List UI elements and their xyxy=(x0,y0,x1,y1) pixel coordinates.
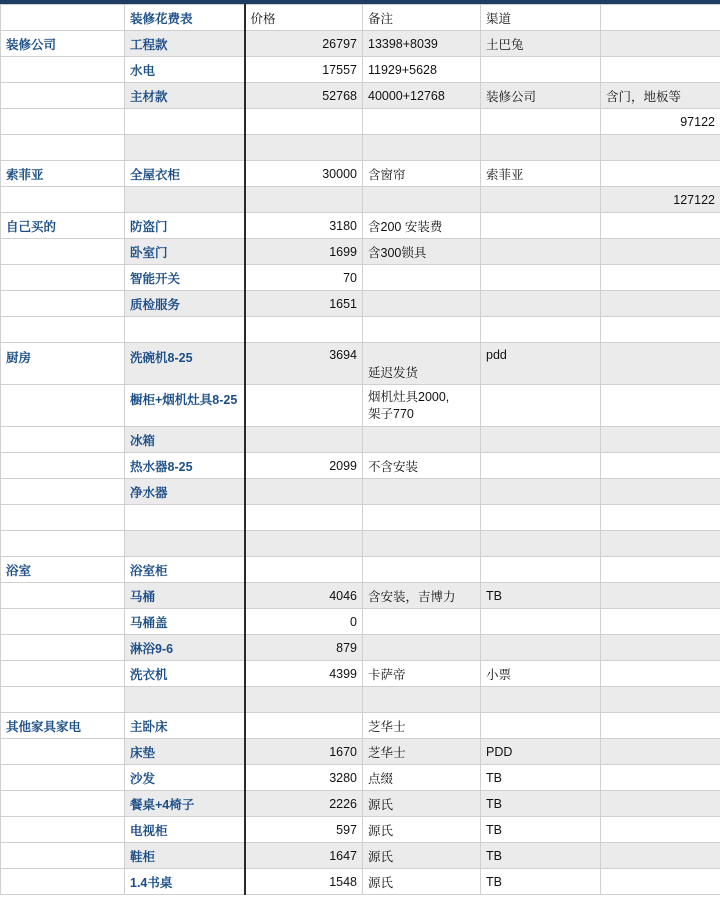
item-cell[interactable]: 沙发 xyxy=(125,765,245,791)
table-row xyxy=(1,265,720,291)
item-cell[interactable]: 净水器 xyxy=(125,479,245,505)
channel-cell[interactable] xyxy=(481,265,601,291)
table-row xyxy=(1,385,720,427)
table-row xyxy=(1,83,720,109)
price-cell[interactable]: 879 xyxy=(245,635,363,661)
channel-cell[interactable] xyxy=(481,385,601,427)
item-cell[interactable] xyxy=(125,531,245,557)
category-cell[interactable] xyxy=(1,109,125,135)
price-cell[interactable] xyxy=(245,479,363,505)
channel-cell[interactable]: TB xyxy=(481,583,601,609)
note-cell[interactable]: 烟机灶具2000, 架子770 xyxy=(363,385,481,427)
note-cell[interactable]: 含300锁具 xyxy=(363,239,481,265)
price-cell[interactable]: 52768 xyxy=(245,83,363,109)
note-cell[interactable] xyxy=(363,265,481,291)
table-row xyxy=(1,479,720,505)
extra-cell[interactable] xyxy=(601,239,720,265)
category-cell[interactable] xyxy=(1,317,125,343)
channel-cell[interactable] xyxy=(481,687,601,713)
item-cell[interactable]: 电视柜 xyxy=(125,817,245,843)
expense-table xyxy=(0,4,720,895)
note-cell[interactable]: 40000+12768 xyxy=(363,83,481,109)
channel-cell[interactable] xyxy=(481,453,601,479)
item-cell[interactable] xyxy=(125,109,245,135)
note-cell[interactable]: 不含安装 xyxy=(363,453,481,479)
category-cell[interactable] xyxy=(1,479,125,505)
price-cell[interactable]: 26797 xyxy=(245,31,363,57)
channel-cell[interactable] xyxy=(481,531,601,557)
note-cell[interactable]: 源氏 xyxy=(363,791,481,817)
price-cell[interactable]: 1670 xyxy=(245,739,363,765)
category-cell[interactable] xyxy=(1,661,125,687)
note-cell[interactable]: 13398+8039 xyxy=(363,31,481,57)
category-cell[interactable] xyxy=(1,427,125,453)
note-cell[interactable]: 源氏 xyxy=(363,817,481,843)
channel-cell[interactable] xyxy=(481,57,601,83)
channel-cell[interactable]: TB xyxy=(481,869,601,895)
note-cell[interactable]: 延迟发货 xyxy=(363,343,481,385)
header-channel[interactable]: 渠道 xyxy=(481,5,601,31)
category-cell[interactable] xyxy=(1,739,125,765)
channel-cell[interactable]: TB xyxy=(481,791,601,817)
price-cell[interactable]: 1699 xyxy=(245,239,363,265)
extra-cell[interactable] xyxy=(601,385,720,427)
note-cell[interactable]: 卡萨帝 xyxy=(363,661,481,687)
price-cell[interactable]: 4399 xyxy=(245,661,363,687)
extra-cell[interactable]: 97122 xyxy=(601,109,720,135)
category-cell[interactable] xyxy=(1,635,125,661)
item-cell[interactable] xyxy=(125,317,245,343)
header-row xyxy=(1,5,720,31)
note-cell[interactable] xyxy=(363,635,481,661)
category-cell[interactable] xyxy=(1,385,125,427)
table-title[interactable]: 装修花费表 xyxy=(125,5,245,31)
channel-cell[interactable]: pdd xyxy=(481,343,601,385)
category-cell[interactable] xyxy=(1,817,125,843)
extra-cell[interactable] xyxy=(601,713,720,739)
extra-cell[interactable] xyxy=(601,135,720,161)
extra-cell[interactable] xyxy=(601,635,720,661)
item-cell[interactable]: 淋浴9-6 xyxy=(125,635,245,661)
note-cell[interactable] xyxy=(363,609,481,635)
note-cell[interactable]: 含安装，吉博力 xyxy=(363,583,481,609)
price-cell[interactable] xyxy=(245,109,363,135)
extra-cell[interactable] xyxy=(601,57,720,83)
table-row xyxy=(1,687,720,713)
category-cell[interactable] xyxy=(1,687,125,713)
extra-cell[interactable] xyxy=(601,687,720,713)
table-row xyxy=(1,817,720,843)
channel-cell[interactable]: 索菲亚 xyxy=(481,161,601,187)
item-cell[interactable]: 床垫 xyxy=(125,739,245,765)
category-cell[interactable] xyxy=(1,869,125,895)
note-cell[interactable] xyxy=(363,291,481,317)
note-cell[interactable]: 含窗帘 xyxy=(363,161,481,187)
table-row xyxy=(1,635,720,661)
table-row xyxy=(1,57,720,83)
price-cell[interactable] xyxy=(245,427,363,453)
extra-cell[interactable] xyxy=(601,479,720,505)
table-row xyxy=(1,187,720,213)
note-cell[interactable]: 含200 安装费 xyxy=(363,213,481,239)
item-cell[interactable]: 橱柜+烟机灶具8-25 xyxy=(125,385,245,427)
price-cell[interactable]: 3280 xyxy=(245,765,363,791)
price-cell[interactable] xyxy=(245,687,363,713)
item-cell[interactable]: 主卧床 xyxy=(125,713,245,739)
note-cell[interactable]: 源氏 xyxy=(363,869,481,895)
item-cell[interactable]: 卧室门 xyxy=(125,239,245,265)
header-extra[interactable] xyxy=(601,5,720,31)
note-cell[interactable]: 11929+5628 xyxy=(363,57,481,83)
extra-cell[interactable] xyxy=(601,791,720,817)
table-row xyxy=(1,661,720,687)
item-cell[interactable]: 马桶 xyxy=(125,583,245,609)
table-row xyxy=(1,239,720,265)
table-row xyxy=(1,791,720,817)
price-cell[interactable]: 2226 xyxy=(245,791,363,817)
extra-cell[interactable] xyxy=(601,531,720,557)
table-row xyxy=(1,739,720,765)
channel-cell[interactable] xyxy=(481,187,601,213)
note-cell[interactable] xyxy=(363,317,481,343)
extra-cell[interactable] xyxy=(601,291,720,317)
extra-cell[interactable] xyxy=(601,427,720,453)
item-cell[interactable]: 洗衣机 xyxy=(125,661,245,687)
table-row xyxy=(1,713,720,739)
table-row xyxy=(1,109,720,135)
note-cell[interactable]: 点缀 xyxy=(363,765,481,791)
price-cell[interactable] xyxy=(245,531,363,557)
note-cell[interactable] xyxy=(363,505,481,531)
channel-cell[interactable]: 小票 xyxy=(481,661,601,687)
item-cell[interactable] xyxy=(125,687,245,713)
category-cell[interactable] xyxy=(1,83,125,109)
item-cell[interactable]: 洗碗机8-25 xyxy=(125,343,245,385)
table-row xyxy=(1,161,720,187)
table-row xyxy=(1,213,720,239)
table-row xyxy=(1,291,720,317)
table-row xyxy=(1,531,720,557)
extra-cell[interactable] xyxy=(601,557,720,583)
table-row xyxy=(1,453,720,479)
price-cell[interactable]: 30000 xyxy=(245,161,363,187)
extra-cell[interactable] xyxy=(601,161,720,187)
note-cell[interactable]: 源氏 xyxy=(363,843,481,869)
table-row xyxy=(1,505,720,531)
channel-cell[interactable] xyxy=(481,291,601,317)
price-cell[interactable] xyxy=(245,557,363,583)
item-cell[interactable]: 质检服务 xyxy=(125,291,245,317)
note-cell[interactable]: 芝华士 xyxy=(363,713,481,739)
channel-cell[interactable] xyxy=(481,317,601,343)
channel-cell[interactable]: PDD xyxy=(481,739,601,765)
category-cell[interactable]: 厨房 xyxy=(1,343,125,385)
item-cell[interactable]: 马桶盖 xyxy=(125,609,245,635)
price-cell[interactable] xyxy=(245,713,363,739)
channel-cell[interactable]: TB xyxy=(481,765,601,791)
item-cell[interactable]: 冰箱 xyxy=(125,427,245,453)
category-cell[interactable] xyxy=(1,135,125,161)
category-cell[interactable] xyxy=(1,57,125,83)
item-cell[interactable]: 水电 xyxy=(125,57,245,83)
table-row xyxy=(1,609,720,635)
price-cell[interactable] xyxy=(245,187,363,213)
table-row xyxy=(1,343,720,385)
category-cell[interactable] xyxy=(1,291,125,317)
extra-cell[interactable] xyxy=(601,609,720,635)
price-cell[interactable]: 4046 xyxy=(245,583,363,609)
price-cell[interactable]: 1651 xyxy=(245,291,363,317)
category-cell[interactable] xyxy=(1,531,125,557)
category-cell[interactable] xyxy=(1,765,125,791)
note-cell[interactable] xyxy=(363,427,481,453)
category-cell[interactable] xyxy=(1,609,125,635)
extra-cell[interactable] xyxy=(601,843,720,869)
channel-cell[interactable]: 装修公司 xyxy=(481,83,601,109)
table-row xyxy=(1,427,720,453)
extra-cell[interactable]: 127122 xyxy=(601,187,720,213)
category-cell[interactable] xyxy=(1,453,125,479)
table-row xyxy=(1,31,720,57)
note-cell[interactable] xyxy=(363,109,481,135)
category-cell[interactable] xyxy=(1,187,125,213)
item-cell[interactable]: 智能开关 xyxy=(125,265,245,291)
table-row xyxy=(1,583,720,609)
extra-cell[interactable] xyxy=(601,213,720,239)
note-cell[interactable]: 芝华士 xyxy=(363,739,481,765)
extra-cell[interactable] xyxy=(601,765,720,791)
price-cell[interactable] xyxy=(245,385,363,427)
channel-cell[interactable] xyxy=(481,239,601,265)
item-cell[interactable]: 防盗门 xyxy=(125,213,245,239)
price-cell[interactable]: 17557 xyxy=(245,57,363,83)
extra-cell[interactable] xyxy=(601,583,720,609)
channel-cell[interactable] xyxy=(481,609,601,635)
price-cell[interactable]: 0 xyxy=(245,609,363,635)
category-cell[interactable]: 装修公司 xyxy=(1,31,125,57)
note-cell[interactable] xyxy=(363,187,481,213)
item-cell[interactable]: 餐桌+4椅子 xyxy=(125,791,245,817)
item-cell[interactable] xyxy=(125,187,245,213)
channel-cell[interactable] xyxy=(481,635,601,661)
extra-cell[interactable] xyxy=(601,265,720,291)
price-cell[interactable]: 3694 xyxy=(245,343,363,385)
item-cell[interactable]: 工程款 xyxy=(125,31,245,57)
channel-cell[interactable]: TB xyxy=(481,817,601,843)
channel-cell[interactable] xyxy=(481,505,601,531)
table-row xyxy=(1,843,720,869)
price-cell[interactable]: 1647 xyxy=(245,843,363,869)
note-cell[interactable] xyxy=(363,687,481,713)
note-cell[interactable] xyxy=(363,479,481,505)
category-cell[interactable] xyxy=(1,239,125,265)
extra-cell[interactable] xyxy=(601,817,720,843)
channel-cell[interactable]: TB xyxy=(481,843,601,869)
price-cell[interactable]: 70 xyxy=(245,265,363,291)
price-cell[interactable]: 597 xyxy=(245,817,363,843)
price-cell[interactable]: 3180 xyxy=(245,213,363,239)
category-cell[interactable]: 浴室 xyxy=(1,557,125,583)
extra-cell[interactable] xyxy=(601,661,720,687)
extra-cell[interactable] xyxy=(601,505,720,531)
extra-cell[interactable] xyxy=(601,31,720,57)
extra-cell[interactable] xyxy=(601,317,720,343)
category-cell[interactable]: 其他家具家电 xyxy=(1,713,125,739)
item-cell[interactable] xyxy=(125,135,245,161)
channel-cell[interactable] xyxy=(481,557,601,583)
extra-cell[interactable]: 含门，地板等 xyxy=(601,83,720,109)
channel-cell[interactable] xyxy=(481,135,601,161)
category-cell[interactable]: 索菲亚 xyxy=(1,161,125,187)
item-cell[interactable]: 鞋柜 xyxy=(125,843,245,869)
price-cell[interactable]: 1548 xyxy=(245,869,363,895)
item-cell[interactable]: 热水器8-25 xyxy=(125,453,245,479)
category-cell[interactable] xyxy=(1,505,125,531)
channel-cell[interactable]: 土巴兔 xyxy=(481,31,601,57)
header-note[interactable]: 备注 xyxy=(363,5,481,31)
table-row xyxy=(1,765,720,791)
note-cell[interactable] xyxy=(363,557,481,583)
price-cell[interactable]: 2099 xyxy=(245,453,363,479)
table-row xyxy=(1,869,720,895)
channel-cell[interactable] xyxy=(481,479,601,505)
table-row xyxy=(1,317,720,343)
item-cell[interactable]: 浴室柜 xyxy=(125,557,245,583)
item-cell[interactable] xyxy=(125,505,245,531)
note-cell[interactable] xyxy=(363,531,481,557)
note-cell[interactable] xyxy=(363,135,481,161)
header-price[interactable]: 价格 xyxy=(245,5,363,31)
channel-cell[interactable] xyxy=(481,109,601,135)
extra-cell[interactable] xyxy=(601,869,720,895)
channel-cell[interactable] xyxy=(481,427,601,453)
price-cell[interactable] xyxy=(245,505,363,531)
category-cell[interactable] xyxy=(1,583,125,609)
channel-cell[interactable] xyxy=(481,713,601,739)
item-cell[interactable]: 1.4书桌 xyxy=(125,869,245,895)
table-row xyxy=(1,557,720,583)
header-category-cell[interactable] xyxy=(1,5,125,31)
item-cell[interactable]: 全屋衣柜 xyxy=(125,161,245,187)
extra-cell[interactable] xyxy=(601,343,720,385)
extra-cell[interactable] xyxy=(601,453,720,479)
category-cell[interactable] xyxy=(1,791,125,817)
category-cell[interactable]: 自己买的 xyxy=(1,213,125,239)
extra-cell[interactable] xyxy=(601,739,720,765)
table-row xyxy=(1,135,720,161)
price-cell[interactable] xyxy=(245,317,363,343)
category-cell[interactable] xyxy=(1,843,125,869)
channel-cell[interactable] xyxy=(481,213,601,239)
category-cell[interactable] xyxy=(1,265,125,291)
item-cell[interactable]: 主材款 xyxy=(125,83,245,109)
price-cell[interactable] xyxy=(245,135,363,161)
